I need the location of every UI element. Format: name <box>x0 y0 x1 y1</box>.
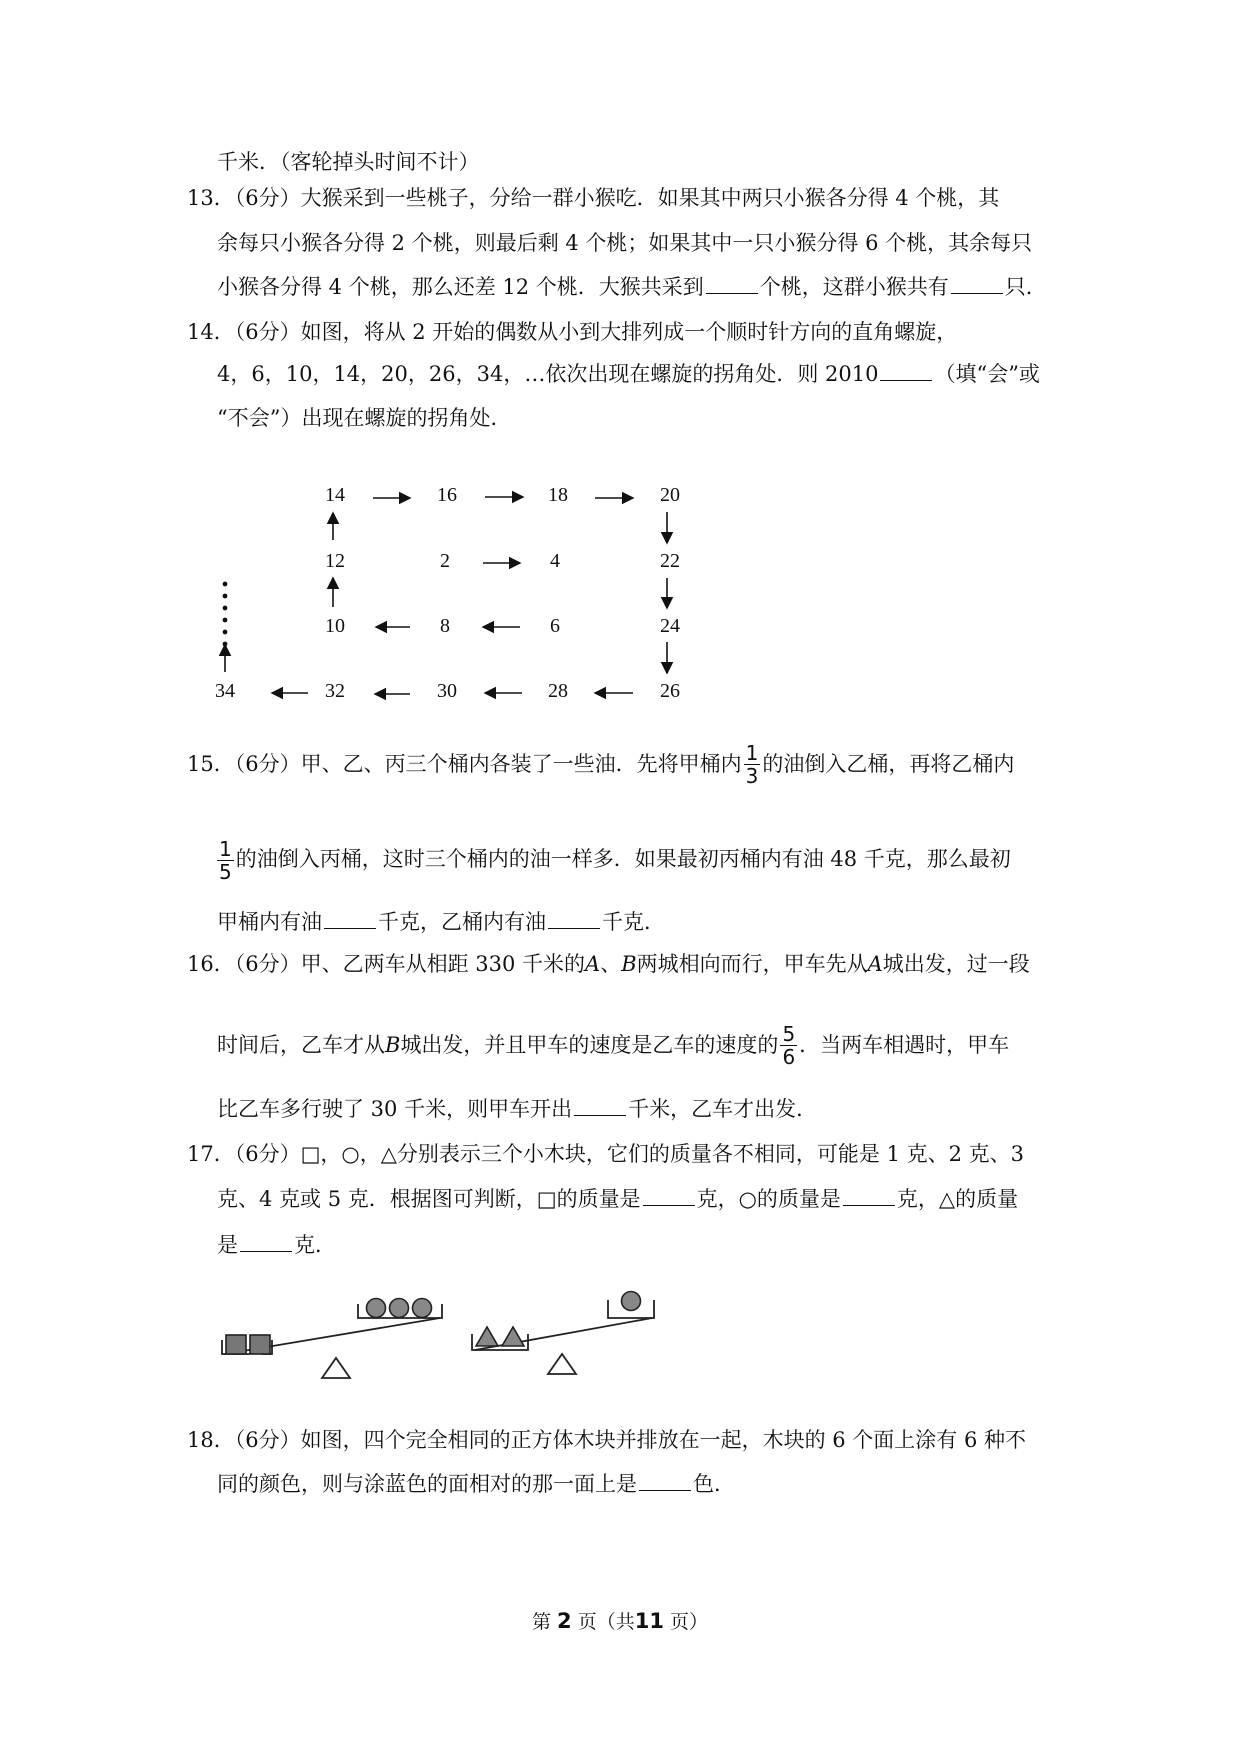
question-18-line-1: 18．（6分）如图，四个完全相同的正方体木块并排放在一起，木块的 6 个面上涂有 6 种不 <box>187 1428 1027 1452</box>
circle-block-icon <box>622 1292 641 1311</box>
triangle-block-icon <box>476 1327 498 1346</box>
answer-blank <box>324 908 376 929</box>
spiral-number: 14 <box>325 484 345 506</box>
fulcrum-triangle-icon <box>548 1354 576 1374</box>
spiral-number: 4 <box>550 550 560 572</box>
fulcrum-triangle-icon <box>322 1358 350 1378</box>
spiral-number: 8 <box>440 615 450 637</box>
fraction: $\frac{1}{5}$ <box>219 837 232 884</box>
spiral-number: 12 <box>325 550 345 572</box>
spiral-number: 16 <box>437 484 457 506</box>
page-footer: 第 2 页（共11 页） <box>531 1609 709 1633</box>
question-14-line-3: “不会”）出现在螺旋的拐角处． <box>217 406 512 430</box>
question-18-line-2: 同的颜色，则与涂蓝色的面相对的那一面上是 色． <box>217 1472 735 1496</box>
fraction: $\frac{1}{3}$ <box>745 741 759 788</box>
answer-blank <box>548 908 600 929</box>
ellipsis-dots-icon <box>223 582 228 647</box>
question-16-line-2: 时间后，乙车才从B城出发，并且甲车的速度是乙车的速度的 $\frac{5}{6}$ ．当两车相遇时，甲车 <box>217 1022 1010 1069</box>
circle-block-icon <box>413 1299 432 1318</box>
answer-blank <box>639 1470 691 1491</box>
question-17-line-3: 是 克． <box>217 1233 336 1257</box>
square-block-icon <box>250 1335 270 1354</box>
question-16-line-3: 比乙车多行驶了 30 千米，则甲车开出 千米，乙车才出发． <box>217 1097 818 1121</box>
circle-block-icon <box>390 1299 409 1318</box>
answer-blank <box>574 1095 626 1116</box>
question-15-line-2: $\frac{1}{5}$ 的油倒入丙桶，这时三个桶内的油一样多．如果最初丙桶内有油 48 千克，那么最初 <box>219 837 1011 884</box>
answer-blank <box>843 1185 895 1206</box>
question-15-line-3: 甲桶内有油 千克，乙桶内有油 千克． <box>217 910 665 934</box>
spiral-number: 28 <box>548 680 568 702</box>
answer-blank <box>240 1231 292 1252</box>
answer-blank <box>643 1185 695 1206</box>
question-16-line-1: 16．（6分）甲、乙两车从相距 330 千米的A、B两城相向而行，甲车先从A城出发，过一段 <box>187 952 1030 976</box>
spiral-number: 24 <box>660 615 680 637</box>
question-17-line-2: 克、4 克或 5 克．根据图可判断，□的质量是 克，○的质量是 克，△的质量 <box>217 1187 1019 1211</box>
question-13-line-3: 小猴各分得 4 个桃，那么还差 12 个桃．大猴共采到 个桃，这群小猴共有 只． <box>217 275 1047 299</box>
circle-block-icon <box>367 1299 386 1318</box>
spiral-arrows <box>0 0 1240 760</box>
spiral-number: 20 <box>660 484 680 506</box>
question-13-line-1: 13．（6分）大猴采到一些桃子，分给一群小猴吃．如果其中两只小猴各分得 4 个桃，其 <box>187 186 1000 210</box>
spiral-number: 6 <box>550 615 560 637</box>
spiral-number: 34 <box>215 680 235 702</box>
question-17-line-1: 17．（6分）□，○，△分别表示三个小木块，它们的质量各不相同，可能是 1 克、2 克、3 <box>187 1142 1025 1166</box>
question-13-line-2: 余每只小猴各分得 2 个桃，则最后剩 4 个桃；如果其中一只小猴分得 6 个桃，其余每只 <box>217 231 1033 255</box>
balance-scales-figure <box>210 1288 670 1388</box>
spiral-number: 32 <box>325 680 345 702</box>
spiral-number: 30 <box>437 680 457 702</box>
spiral-number: 26 <box>660 680 680 702</box>
spiral-number: 18 <box>548 484 568 506</box>
spiral-number: 10 <box>325 615 345 637</box>
square-block-icon <box>226 1335 246 1354</box>
spiral-number: 22 <box>660 550 680 572</box>
question-15-line-1: 15．（6分）甲、乙、丙三个桶内各装了一些油．先将甲桶内 $\frac{1}{3}$ 的油倒入乙桶，再将乙桶内 <box>187 741 1015 788</box>
spiral-number: 2 <box>440 550 450 572</box>
question-14-line-2: 4，6，10，14，20，26，34，…依次出现在螺旋的拐角处．则 2010 （填“会”或 <box>217 362 1040 386</box>
text-line: 千米．（客轮掉头时间不计） <box>217 150 480 174</box>
fraction: $\frac{5}{6}$ <box>782 1022 796 1069</box>
question-14-line-1: 14．（6分）如图，将从 2 开始的偶数从小到大排列成一个顺时针方向的直角螺旋， <box>187 320 958 344</box>
triangle-block-icon <box>502 1327 524 1346</box>
